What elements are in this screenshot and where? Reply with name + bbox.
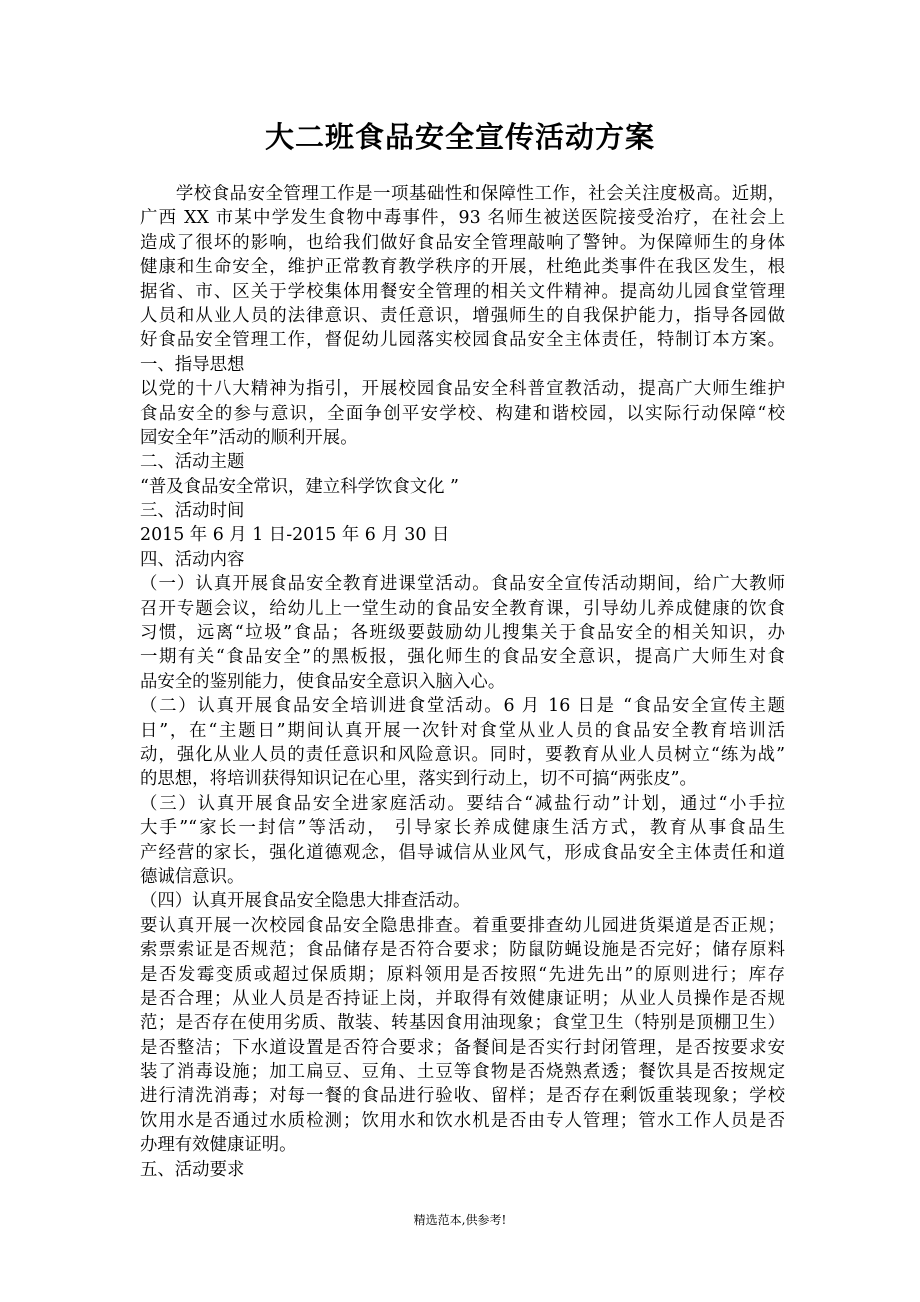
body-line: 四、活动内容 xyxy=(140,549,245,570)
body-line: 据省、市、区关于学校集体用餐安全管理的相关文件精神。提高幼儿园食堂管理 xyxy=(140,281,785,302)
body-line: 人员和从业人员的法律意识、责任意识，增强师生的自我保护能力，指导各园做 xyxy=(140,305,785,326)
body-line: （二）认真开展食品安全培训进食堂活动。6 月 16 日是 “食品安全宣传主题 xyxy=(140,696,785,717)
body-line: 是否发霉变质或超过保质期；原料领用是否按照“先进先出”的原则进行；库存 xyxy=(140,964,785,985)
body-line: 进行清洗消毒；对每一餐的食品进行验收、留样；是否存在剩饭重装现象；学校 xyxy=(140,1086,785,1107)
body-line: 是否合理；从业人员是否持证上岗，并取得有效健康证明；从业人员操作是否规 xyxy=(140,988,785,1009)
body-line: 产经营的家长，强化道德观念，倡导诚信从业风气，形成食品安全主体责任和道 xyxy=(140,842,785,863)
body-line: （三）认真开展食品安全进家庭活动。要结合“减盐行动”计划，通过“小手拉 xyxy=(140,793,785,814)
body-line: 一期有关“食品安全”的黑板报，强化师生的食品安全意识，提高广大师生对食 xyxy=(140,647,785,668)
body-line: 园安全年”活动的顺利开展。 xyxy=(140,427,358,448)
body-line: 习惯，远离“垃圾”食品；各班级要鼓励幼儿搜集关于食品安全的相关知识，办 xyxy=(140,623,785,644)
body-line: 召开专题会议，给幼儿上一堂生动的食品安全教育课，引导幼儿养成健康的饮食 xyxy=(140,598,785,619)
body-line: 要认真开展一次校园食品安全隐患排查。着重要排查幼儿园进货渠道是否正规； xyxy=(140,915,785,936)
body-line: “普及食品安全常识，建立科学饮食文化 ” xyxy=(140,476,459,497)
body-line: 办理有效健康证明。 xyxy=(140,1135,297,1156)
body-line: 广西 XX 市某中学发生食物中毒事件，93 名师生被送医院接受治疗，在社会上 xyxy=(140,208,785,229)
body-line: 学校食品安全管理工作是一项基础性和保障性工作，社会关注度极高。近期， xyxy=(140,184,785,204)
body-line: 德诚信意识。 xyxy=(140,866,245,887)
body-line: 二、活动主题 xyxy=(140,452,245,473)
page-footer: 精选范本,供参考! xyxy=(413,1213,507,1227)
body-line: 动，强化从业人员的责任意识和风险意识。同时，要教育从业人员树立“练为战” xyxy=(140,744,785,765)
document-body xyxy=(140,182,785,1182)
body-line: 大手”“家长一封信”等活动， 引导家长养成健康生活方式，教育从事食品生 xyxy=(140,818,785,839)
body-line: 一、指导思想 xyxy=(140,354,245,375)
body-line: 2015 年 6 月 1 日-2015 年 6 月 30 日 xyxy=(140,525,450,546)
body-line: 以党的十八大精神为指引，开展校园食品安全科普宣教活动，提高广大师生维护 xyxy=(140,379,785,400)
body-line: （四）认真开展食品安全隐患大排查活动。 xyxy=(140,891,471,912)
body-line: 日”，在“主题日”期间认真开展一次针对食堂从业人员的食品安全教育培训活 xyxy=(140,720,785,741)
body-line: 健康和生命安全，维护正常教育教学秩序的开展，杜绝此类事件在我区发生，根 xyxy=(140,257,785,278)
body-line: 好食品安全管理工作，督促幼儿园落实校园食品安全主体责任，特制订本方案。 xyxy=(140,330,785,351)
body-line: 品安全的鉴别能力，使食品安全意识入脑入心。 xyxy=(140,671,506,692)
body-line: 饮用水是否通过水质检测；饮用水和饮水机是否由专人管理；管水工作人员是否 xyxy=(140,1110,785,1131)
body-line: 五、活动要求 xyxy=(140,1159,245,1180)
body-line: 范；是否存在使用劣质、散装、转基因食用油现象；食堂卫生（特别是顶棚卫生） xyxy=(140,1013,785,1034)
body-line: 三、活动时间 xyxy=(140,501,245,522)
body-line: 是否整洁；下水道设置是否符合要求；备餐间是否实行封闭管理，是否按要求安 xyxy=(140,1037,785,1058)
document-title: 大二班食品安全宣传活动方案 xyxy=(264,120,655,154)
body-line: 造成了很坏的影响，也给我们做好食品安全管理敲响了警钟。为保障师生的身体 xyxy=(140,232,785,253)
body-line: （一）认真开展食品安全教育进课堂活动。食品安全宣传活动期间，给广大教师 xyxy=(140,574,785,595)
body-line: 装了消毒设施；加工扁豆、豆角、土豆等食物是否烧熟煮透；餐饮具是否按规定 xyxy=(140,1062,785,1083)
body-line: 食品安全的参与意识，全面争创平安学校、构建和谐校园，以实际行动保障“校 xyxy=(140,403,785,424)
body-line: 的思想，将培训获得知识记在心里，落实到行动上，切不可搞“两张皮”。 xyxy=(140,769,697,790)
body-line: 索票索证是否规范；食品储存是否符合要求；防鼠防蝇设施是否完好；储存原料 xyxy=(140,940,785,961)
